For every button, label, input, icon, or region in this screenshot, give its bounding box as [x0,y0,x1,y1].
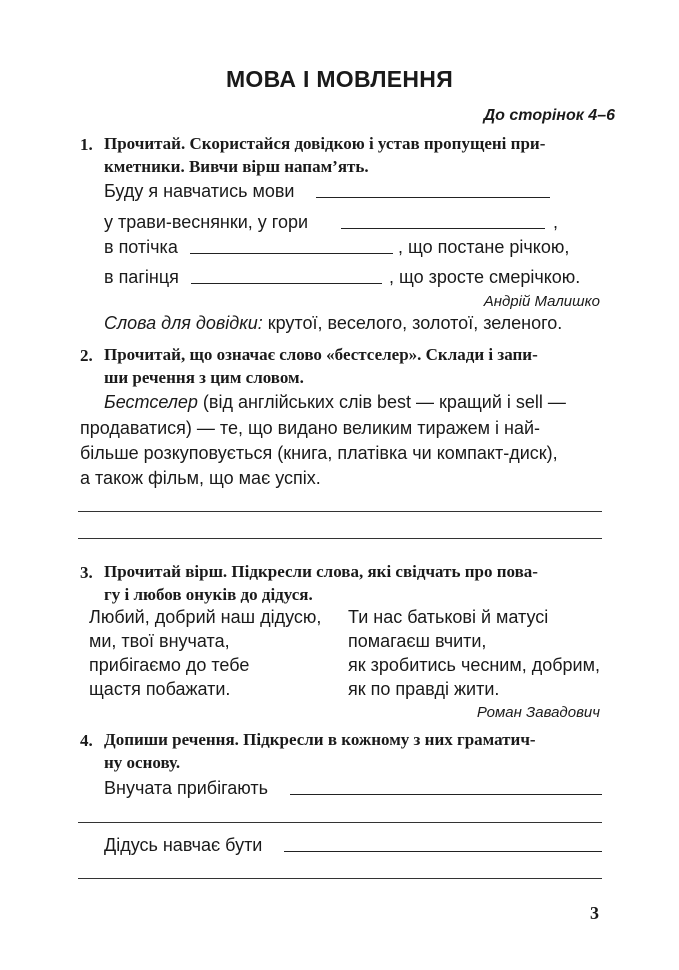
sentence-1-start: Внучата прибігають [104,778,269,798]
exercise-3-task-line-2: гу і любов онуків до дідуся. [104,585,313,604]
poem-col2-line-2: помагаєш вчити, [348,631,487,651]
fill-blank-1[interactable] [316,197,550,198]
sentence-2-start: Дідусь навчає бути [104,835,263,855]
exercise-1-number: 1. [80,135,93,154]
sentence-2-blank[interactable] [284,851,602,852]
poem-col1-line-3: прибігаємо до тебе [89,655,250,675]
definition-line-3: більше розкуповується (книга, платівка чи компакт-диск), [80,443,558,463]
hint-line [104,313,562,334]
sentence-2-writing-line[interactable] [78,878,602,879]
exercise-3-number: 3. [80,563,93,582]
poem-line-2-end: , [553,212,559,232]
exercise-2-task-line-2: ши речення з цим словом. [104,368,304,387]
fill-blank-2[interactable] [341,228,545,229]
page-title: МОВА І МОВЛЕННЯ [225,66,454,92]
definition-line-1-text: (від англійських слів best — кращий і sell — [202,392,566,412]
poem-author-1: Андрій Малишко [483,293,600,310]
poem-author-2: Роман Завадович [476,704,600,721]
poem-line-2: у трави-веснянки, у гори [104,212,309,232]
term-bestseller: Бестселер [104,392,198,412]
hint-words: крутої, веселого, золотої, зеленого. [267,313,563,333]
poem-col2-line-3: як зробитись чесним, добрим, [348,655,600,675]
poem-line-3: в потічка [104,237,178,257]
definition-line-4: а також фільм, що має успіх. [80,468,321,488]
poem-col2-line-4: як по правді жити. [348,679,500,699]
exercise-1-task-line-1: Прочитай. Скористайся довідкою і устав пропущені при- [104,134,546,153]
writing-line-1[interactable] [78,511,602,512]
hint-label: Слова для довідки: [104,313,263,333]
sentence-1-writing-line[interactable] [78,822,602,823]
exercise-4-number: 4. [80,731,93,750]
poem-col1-line-2: ми, твої внучата, [89,631,230,651]
writing-line-2[interactable] [78,538,602,539]
exercise-4-task-line-1: Допиши речення. Підкресли в кожному з них граматич- [104,730,536,749]
fill-blank-3[interactable] [190,253,393,254]
poem-col1-line-4: щастя побажати. [89,679,231,699]
poem-line-1: Буду я навчатись мови [104,181,295,201]
poem-line-4: в пагінця [104,267,179,287]
page-reference: До сторінок 4–6 [483,107,615,124]
exercise-2-number: 2. [80,346,93,365]
sentence-1-blank[interactable] [290,794,602,795]
poem-line-4-end: , що зросте смерічкою. [389,267,581,287]
definition-line-1 [104,392,566,413]
exercise-2-task-line-1: Прочитай, що означає слово «бестселер». Склади і запи- [104,345,538,364]
exercise-3-task-line-1: Прочитай вірш. Підкресли слова, які свідчать про пова- [104,562,538,581]
fill-blank-4[interactable] [191,283,382,284]
poem-col1-line-1: Любий, добрий наш дідусю, [89,607,322,627]
exercise-1-task-line-2: кметники. Вивчи вірш напам’ять. [104,157,369,176]
poem-col2-line-1: Ти нас батькові й матусі [348,607,549,627]
page-number: 3 [590,903,599,923]
poem-line-3-end: , що постане річкою, [398,237,570,257]
definition-line-2: продаватися) — те, що видано великим тиражем і най- [80,418,541,438]
exercise-4-task-line-2: ну основу. [104,753,181,772]
